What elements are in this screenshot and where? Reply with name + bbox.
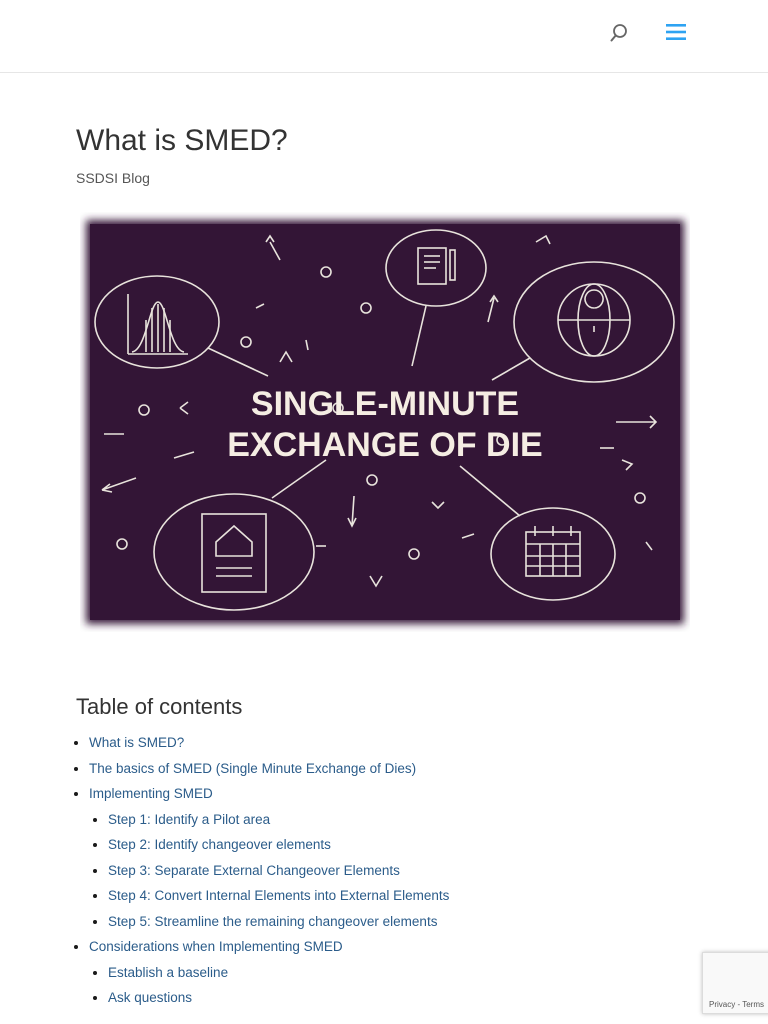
toc-list xyxy=(89,730,449,1011)
recaptcha-links xyxy=(709,1000,764,1009)
toc-subitem xyxy=(108,858,449,884)
toc-item xyxy=(89,934,449,1011)
site-header xyxy=(0,0,768,73)
recaptcha-terms-link[interactable]: Terms xyxy=(742,1000,764,1009)
recaptcha-privacy-link[interactable]: Privacy xyxy=(709,1000,736,1009)
menu-button[interactable] xyxy=(664,20,688,44)
search-button[interactable] xyxy=(606,20,632,46)
toc-subitem xyxy=(108,832,449,858)
hero-image xyxy=(80,212,690,632)
hamburger-menu-icon xyxy=(664,20,688,44)
toc-link-step-4[interactable]: Step 4: Convert Internal Elements into External Elements xyxy=(108,888,450,903)
toc-link-step-3[interactable]: Step 3: Separate External Changeover Elements xyxy=(108,862,400,878)
toc-link-ask-questions[interactable]: Ask questions xyxy=(108,990,193,1005)
recaptcha-badge[interactable] xyxy=(702,952,768,1014)
toc-title: Table of contents xyxy=(76,694,243,719)
toc-link-considerations[interactable]: Considerations when Implementing SMED xyxy=(89,939,343,954)
toc-link-step-1[interactable]: Step 1: Identify a Pilot area xyxy=(108,811,271,827)
post-category xyxy=(76,170,150,186)
toc-subitem xyxy=(108,883,449,909)
toc-link-what-is-smed[interactable]: What is SMED? xyxy=(89,735,185,750)
toc-subitem xyxy=(108,807,449,833)
toc-sublist xyxy=(89,807,449,935)
toc-subitem xyxy=(108,985,449,1011)
toc-link-implementing[interactable]: Implementing SMED xyxy=(89,786,213,801)
toc-link-basics[interactable]: The basics of SMED (Single Minute Exchange of Dies) xyxy=(89,760,417,776)
toc-subitem xyxy=(108,909,449,935)
toc-item xyxy=(89,756,449,782)
toc-subitem xyxy=(108,960,449,986)
toc-link-baseline[interactable]: Establish a baseline xyxy=(108,964,229,980)
toc-item xyxy=(89,730,449,756)
toc-link-step-2[interactable]: Step 2: Identify changeover elements xyxy=(108,837,331,852)
hero-line-2: EXCHANGE OF DIE xyxy=(227,426,543,464)
page-title: What is SMED? xyxy=(76,124,288,157)
hero-line-1: SINGLE-MINUTE xyxy=(250,385,520,423)
category-link[interactable]: SSDSI Blog xyxy=(76,170,150,186)
search-icon xyxy=(606,20,632,46)
toc-sublist xyxy=(89,960,449,1011)
recaptcha-separator: - xyxy=(735,1000,743,1009)
toc-link-step-5[interactable]: Step 5: Streamline the remaining changeover elements xyxy=(108,913,438,929)
toc-item xyxy=(89,781,449,934)
